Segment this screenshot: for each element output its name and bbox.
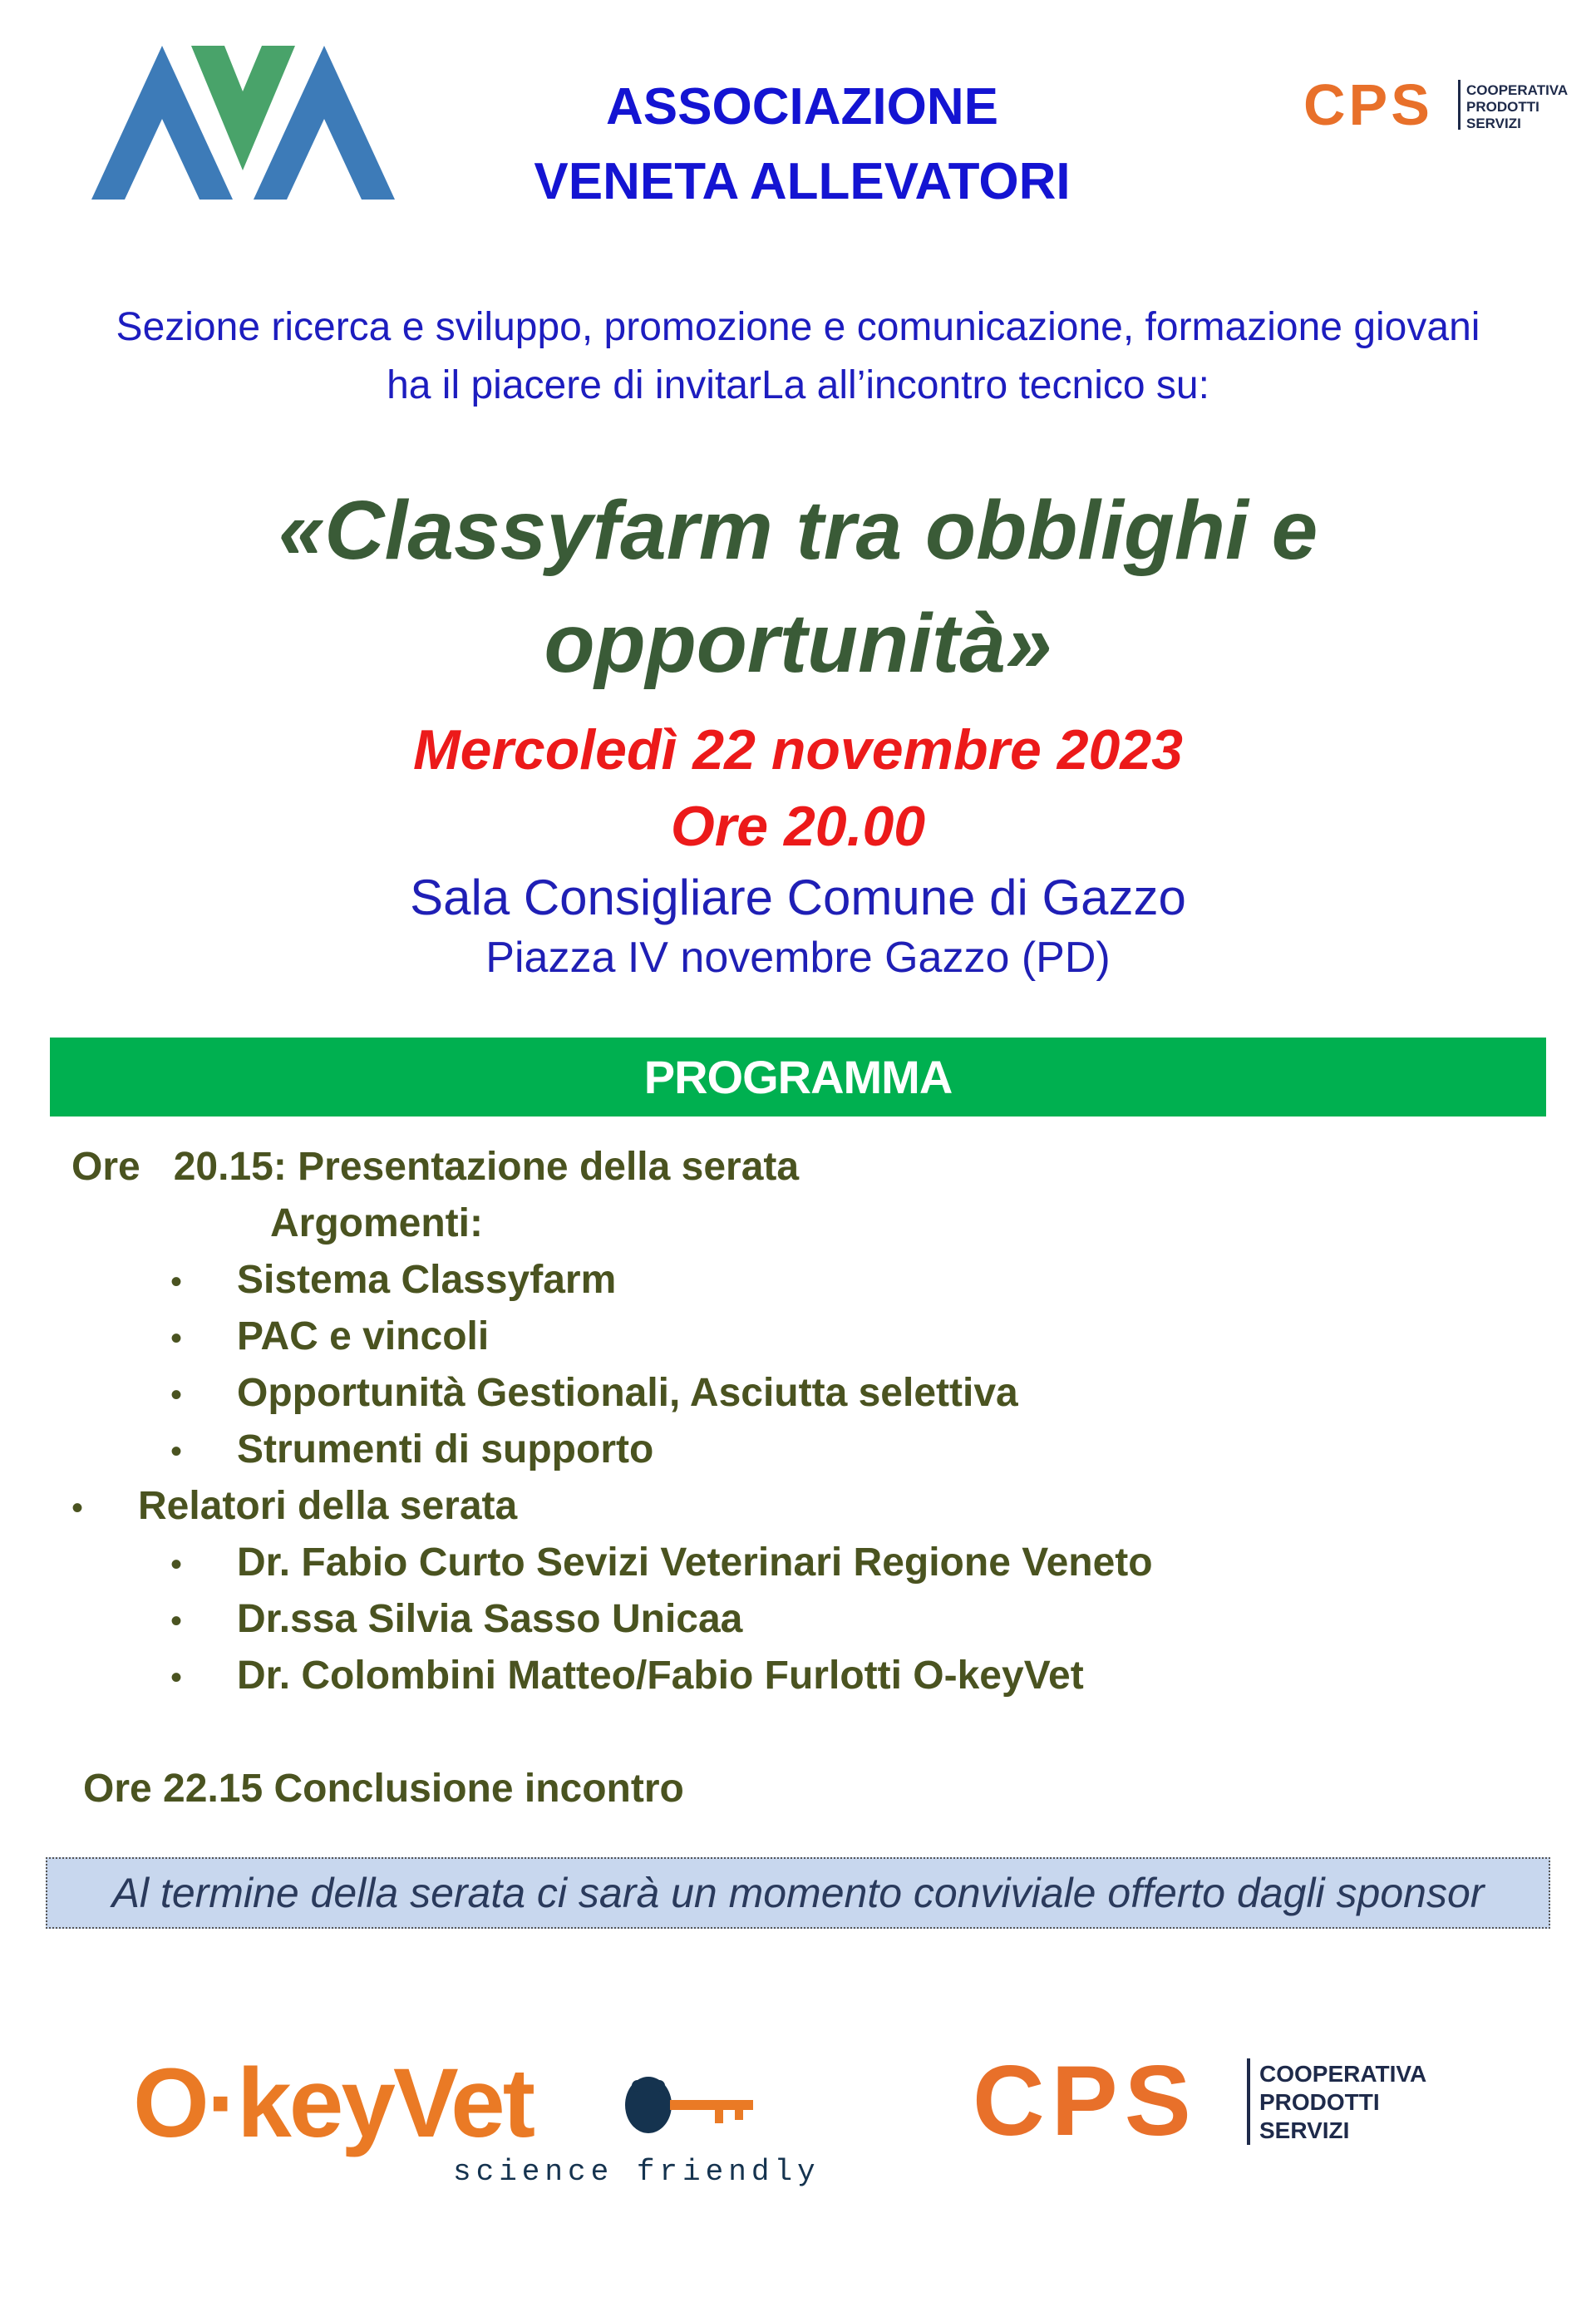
org-name-line-1: ASSOCIAZIONE <box>606 78 998 136</box>
ava-logo-text: AVA <box>91 46 93 47</box>
program-closing: Ore 22.15 Conclusione incontro <box>83 1767 684 1811</box>
cps-logo-top <box>1303 72 1583 137</box>
event-venue: Sala Consigliare Comune di Gazzo <box>410 870 1186 925</box>
convivial-note: Al termine della serata ci sarà un momento conviviale offerto dagli sponsor <box>111 1870 1485 1916</box>
bullet-icon: • <box>170 1546 183 1583</box>
bullet-icon: • <box>170 1264 183 1300</box>
programma-header-bar <box>50 1038 1546 1116</box>
org-name-line-2: VENETA ALLEVATORI <box>534 153 1071 210</box>
cps-logo-letters: CPS <box>1303 72 1433 137</box>
topic-item: Strumenti di supporto <box>237 1427 654 1471</box>
bullet-icon: • <box>170 1320 183 1357</box>
bullet-icon: • <box>71 1490 84 1526</box>
program-speakers-label: Relatori della serata <box>138 1484 518 1528</box>
cps-logo-sub-3: SERVIZI <box>1466 116 1521 131</box>
intro-line-2: ha il piacere di invitarLa all’incontro tecnico su: <box>387 363 1209 407</box>
topic-item: Opportunità Gestionali, Asciutta selettiva <box>237 1371 1018 1415</box>
okeyvet-tagline: science friendly <box>453 2155 820 2189</box>
cps-bottom-sub-1: COOPERATIVA <box>1259 2061 1427 2087</box>
programma-heading: PROGRAMMA <box>643 1051 953 1103</box>
speaker-item: Dr. Colombini Matteo/Fabio Furlotti O-keyVet <box>237 1654 1084 1698</box>
cps-bottom-sub-2: PRODOTTI <box>1259 2089 1380 2115</box>
event-title-line-2: opportunità» <box>544 597 1052 690</box>
key-icon <box>625 2077 753 2133</box>
cps-logo-bottom <box>973 2045 1438 2157</box>
okeyvet-logo <box>133 2045 820 2195</box>
okeyvet-name <box>133 2048 534 2158</box>
event-time: Ore 20.00 <box>670 795 926 858</box>
okeyvet-name-text: O·keyVet <box>133 2048 534 2158</box>
convivial-note-box <box>46 1857 1550 1929</box>
cps-logo-sub-2: PRODOTTI <box>1466 99 1539 115</box>
bullet-icon: • <box>170 1603 183 1639</box>
program-opening: Ore 20.15: Presentazione della serata <box>71 1145 800 1189</box>
ava-logo <box>91 46 395 200</box>
cps-bottom-sub-3: SERVIZI <box>1259 2117 1350 2143</box>
speaker-item: Dr. Fabio Curto Sevizi Veterinari Regione Veneto <box>237 1540 1153 1585</box>
program-topics-label: Argomenti: <box>270 1201 483 1245</box>
topic-item: PAC e vincoli <box>237 1314 490 1358</box>
speaker-item: Dr.ssa Silvia Sasso Unicaa <box>237 1597 743 1641</box>
cps-logo-sub-1: COOPERATIVA <box>1466 82 1569 98</box>
event-address: Piazza IV novembre Gazzo (PD) <box>485 934 1111 982</box>
topic-item: Sistema Classyfarm <box>237 1258 617 1302</box>
event-date: Mercoledì 22 novembre 2023 <box>412 718 1183 781</box>
intro-line-1: Sezione ricerca e sviluppo, promozione e comunicazione, formazione giovani <box>116 305 1480 349</box>
bullet-icon: • <box>170 1377 183 1413</box>
cps-bottom-letters: CPS <box>973 2045 1198 2157</box>
bullet-icon: • <box>170 1433 183 1470</box>
event-title-line-1: «Classyfarm tra obblighi e <box>278 484 1318 577</box>
bullet-icon: • <box>170 1659 183 1696</box>
